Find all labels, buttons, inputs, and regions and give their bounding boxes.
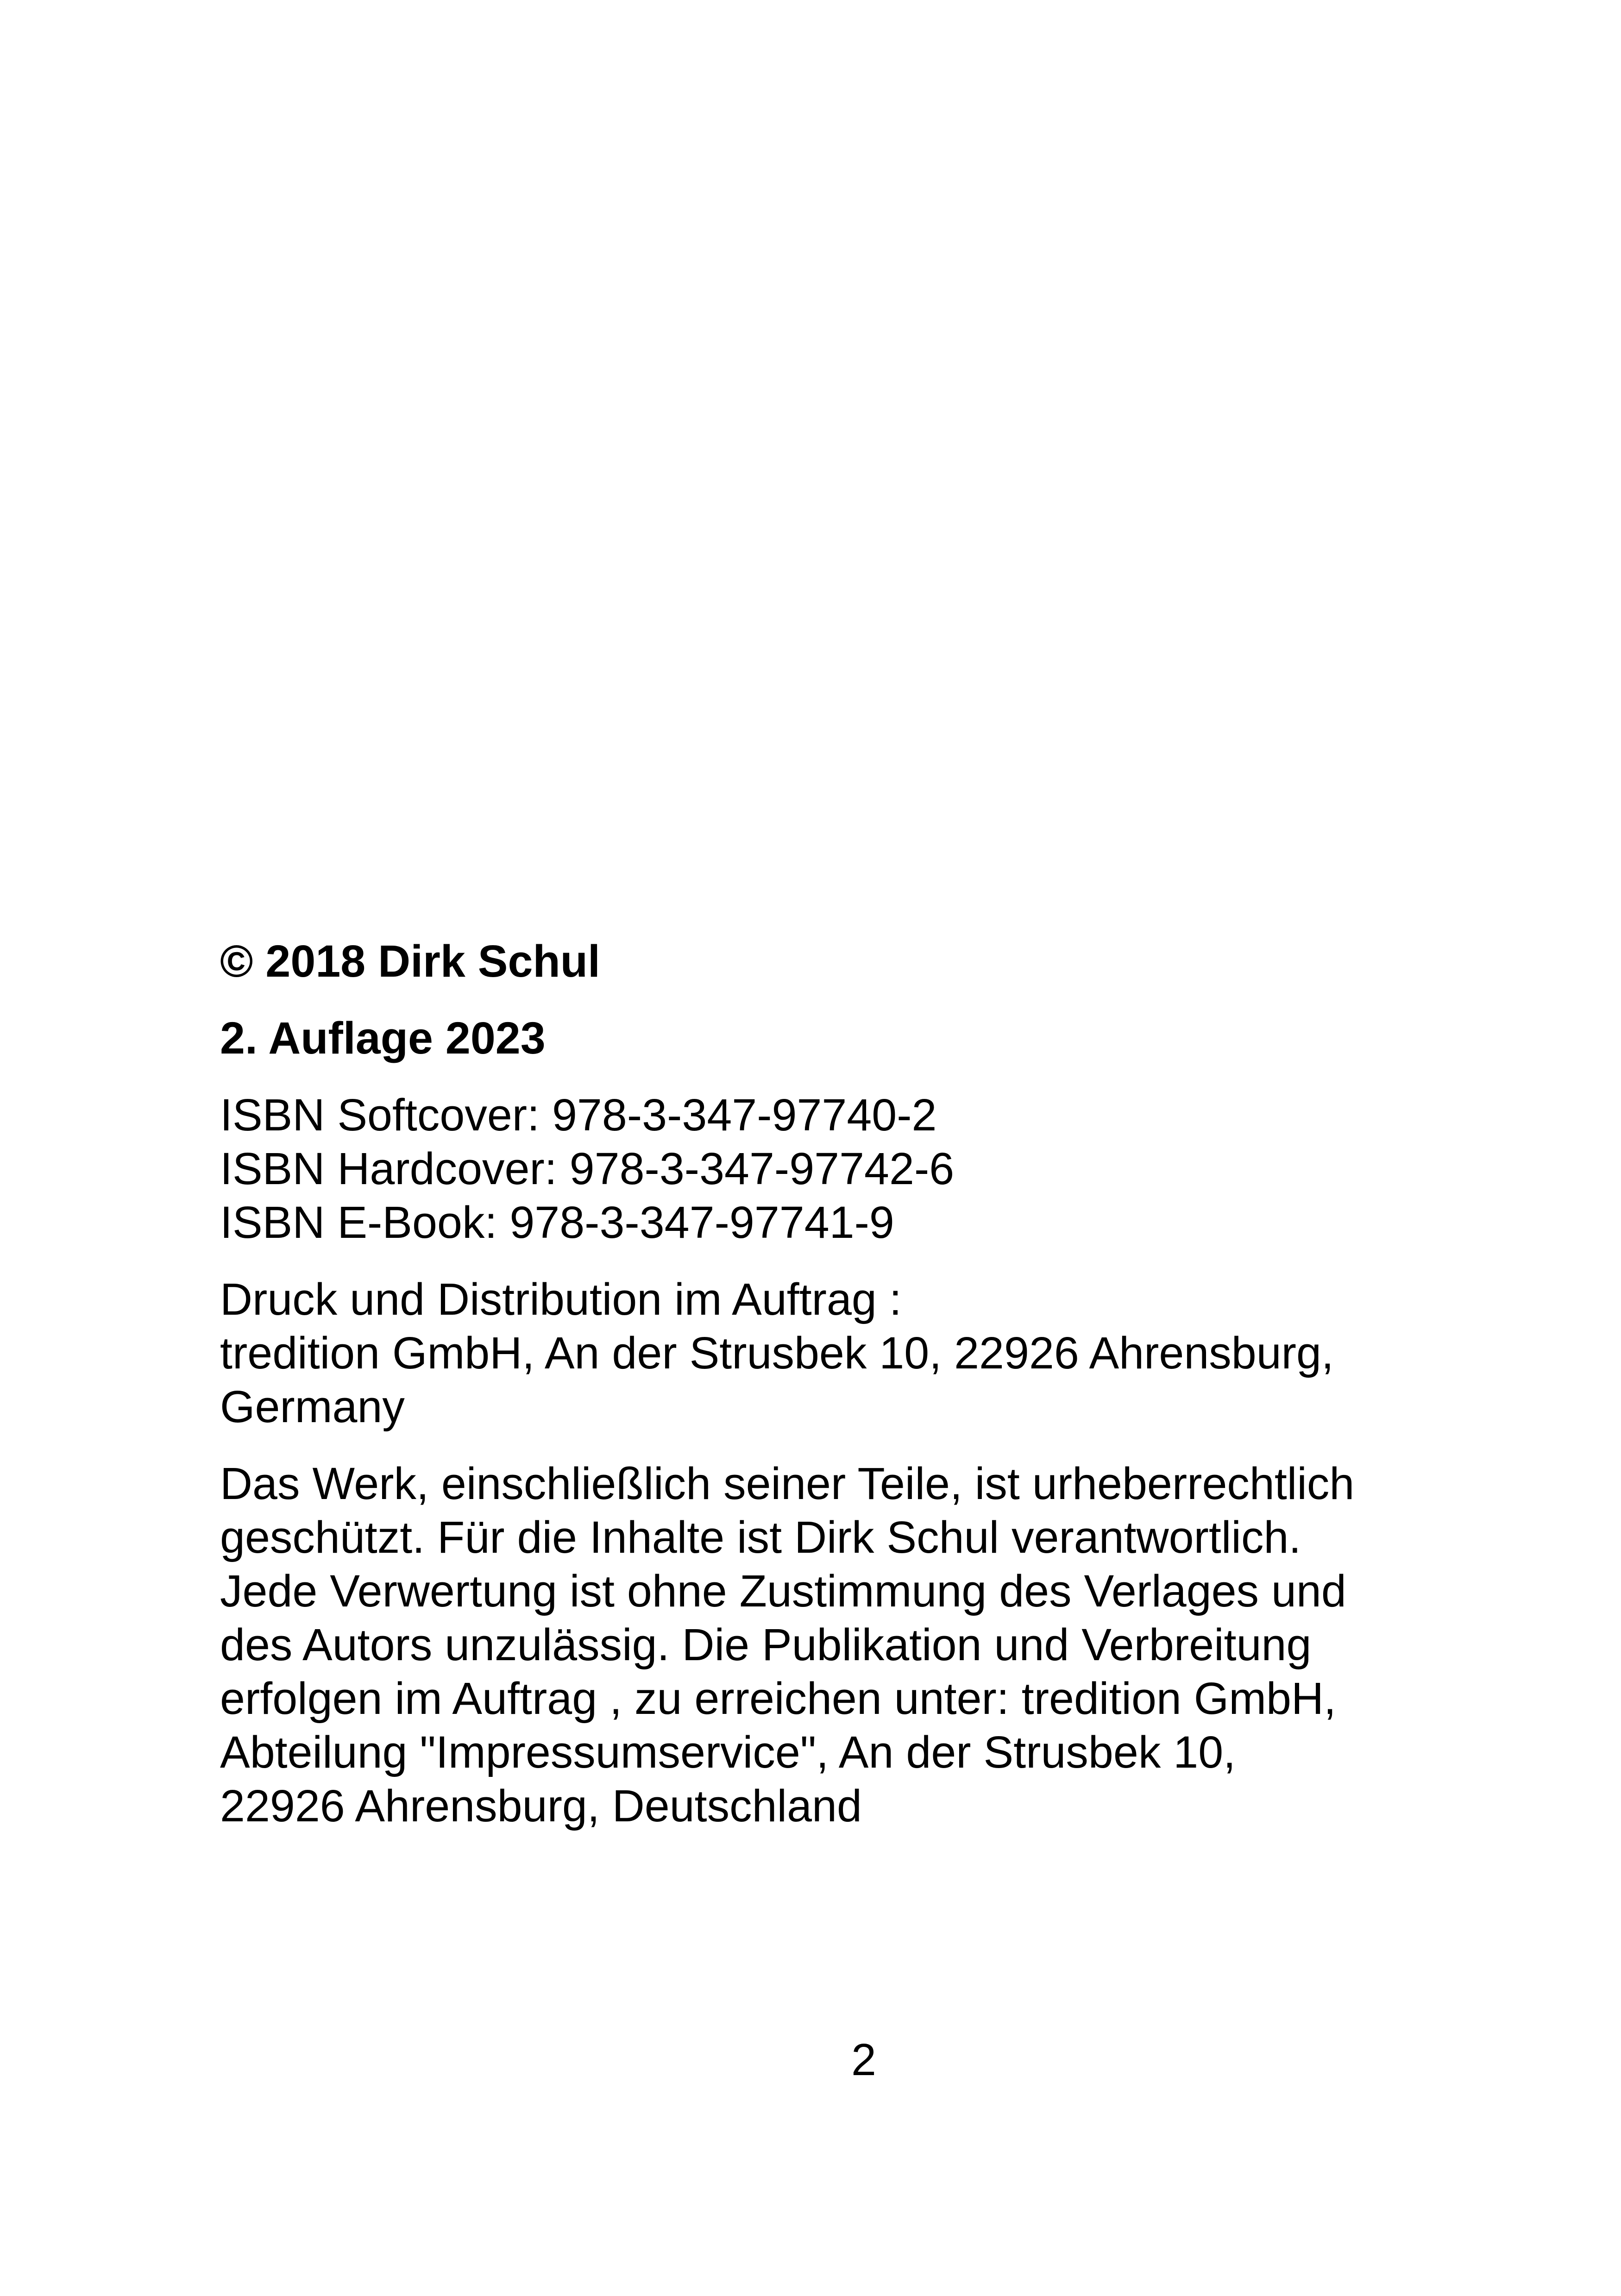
isbn-list — [220, 1088, 1470, 1249]
print-distribution — [220, 1273, 1470, 1434]
print-distribution-line: tredition GmbH, An der Strusbek 10, 22926 Ahrensburg, — [220, 1328, 1334, 1378]
legal-notice-line: erfolgen im Auftrag , zu erreichen unter: tredition GmbH, — [220, 1673, 1336, 1724]
copyright-line: © 2018 Dirk Schul — [220, 936, 600, 986]
isbn-ebook: ISBN E-Book: 978-3-347-97741-9 — [220, 1197, 894, 1248]
legal-notice-line: Jede Verwertung ist ohne Zustimmung des Verlages und — [220, 1566, 1346, 1616]
legal-notice-line: Abteilung "Impressumservice", An der Strusbek 10, — [220, 1727, 1236, 1777]
legal-notice-line: Das Werk, einschließlich seiner Teile, ist urheberrechtlich — [220, 1458, 1355, 1509]
imprint-block — [220, 935, 1470, 1833]
print-distribution-line: Germany — [220, 1381, 405, 1432]
isbn-softcover: ISBN Softcover: 978-3-347-97740-2 — [220, 1090, 937, 1140]
isbn-hardcover: ISBN Hardcover: 978-3-347-97742-6 — [220, 1143, 955, 1194]
page-number: 2 — [851, 2034, 876, 2085]
legal-notice-line: 22926 Ahrensburg, Deutschland — [220, 1781, 862, 1831]
print-distribution-line: Druck und Distribution im Auftrag : — [220, 1274, 902, 1324]
legal-notice-line: geschützt. Für die Inhalte ist Dirk Schul verantwortlich. — [220, 1512, 1301, 1562]
legal-notice — [220, 1457, 1470, 1833]
edition-line: 2. Auflage 2023 — [220, 1013, 546, 1063]
legal-notice-line: des Autors unzulässig. Die Publikation und Verbreitung — [220, 1619, 1312, 1670]
